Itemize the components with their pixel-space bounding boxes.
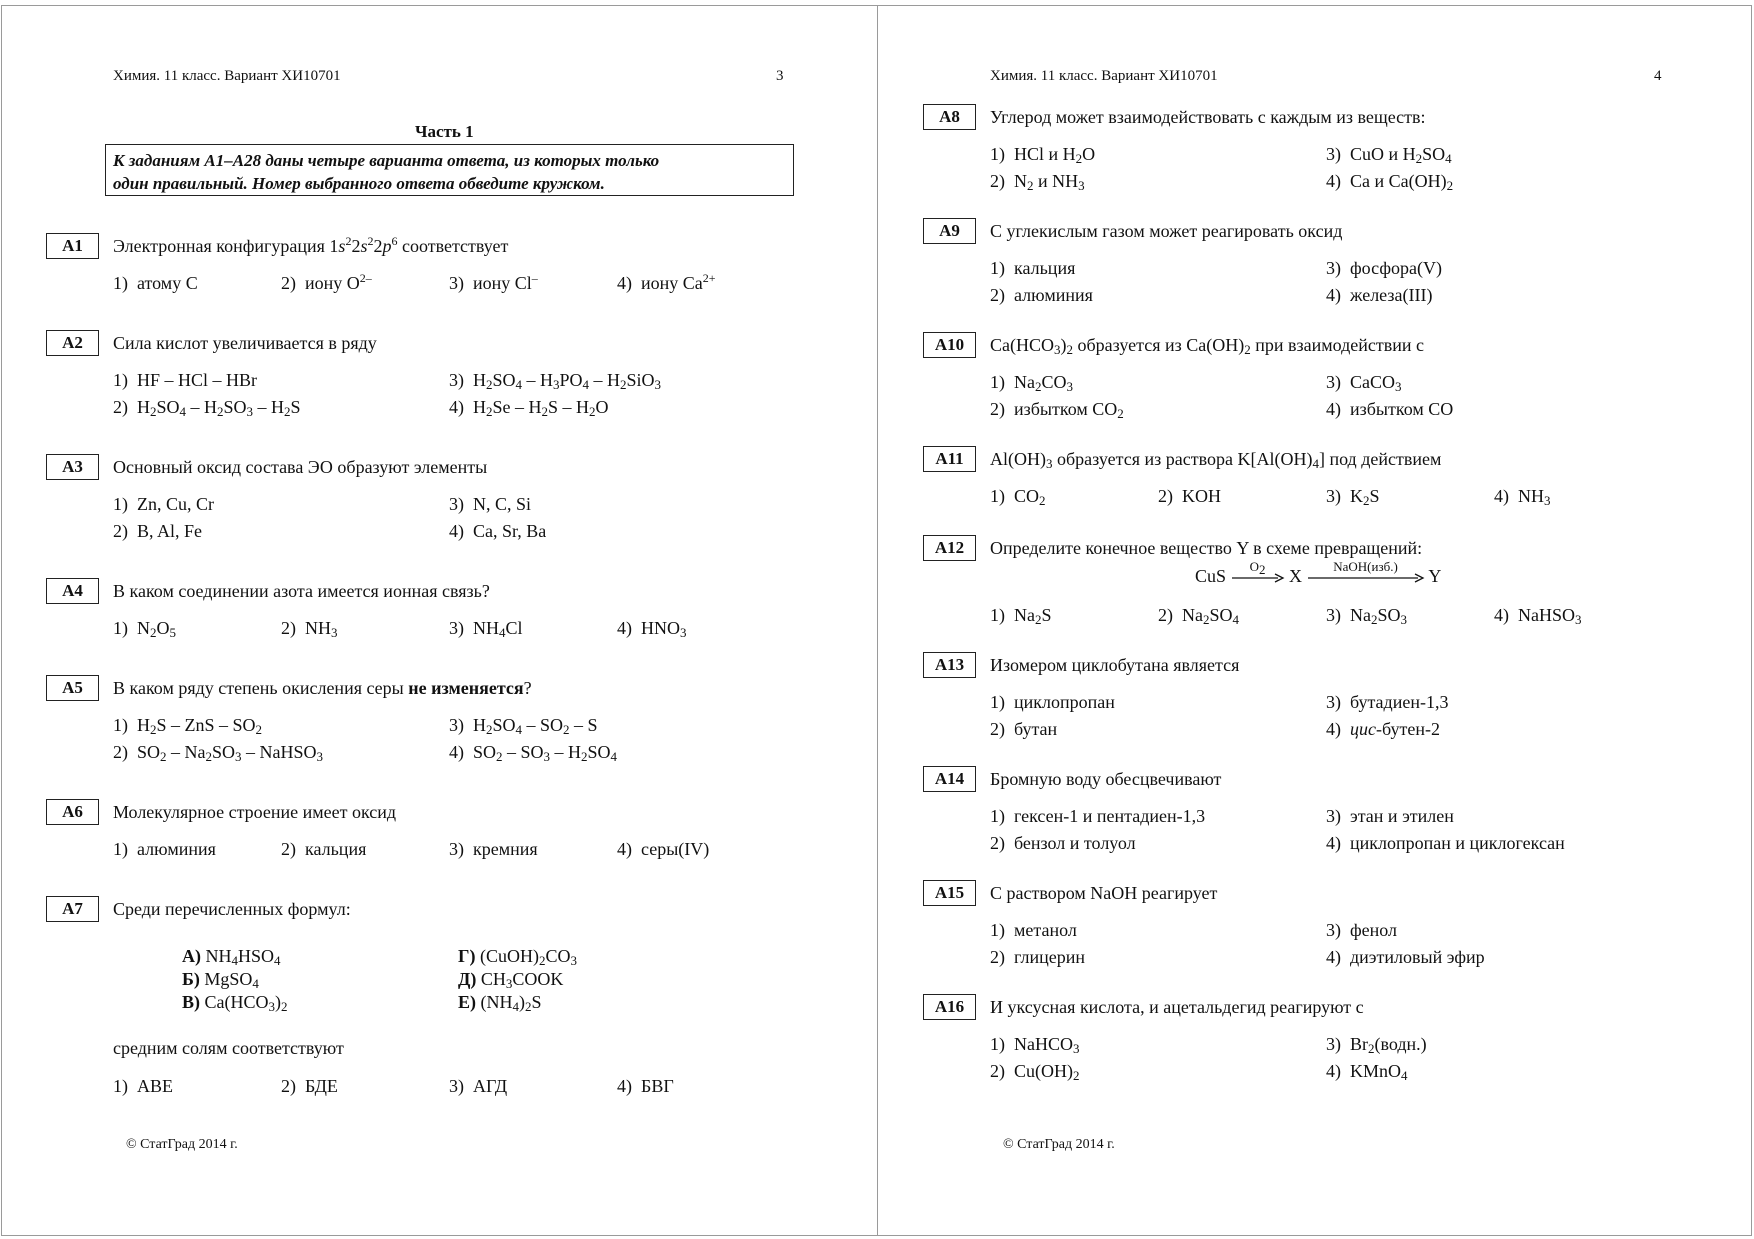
answer-option-1[interactable] xyxy=(990,692,1115,713)
option-number: 2) xyxy=(990,171,1005,191)
answer-option-3[interactable] xyxy=(1326,258,1442,279)
option-number: 1) xyxy=(990,372,1005,392)
question-number-box: А1 xyxy=(46,233,99,259)
option-number: 1) xyxy=(113,494,128,514)
option-number: 1) xyxy=(990,144,1005,164)
answer-option-1[interactable]: 1) $Na_2CO_3$ xyxy=(990,372,1074,394)
reaction-scheme xyxy=(1195,558,1442,587)
option-number: 4) xyxy=(1494,605,1509,625)
option-text: избытком CO xyxy=(1350,399,1454,419)
option-number: 4) xyxy=(617,618,632,638)
answer-option-1[interactable] xyxy=(113,839,216,860)
answer-option-4[interactable]: 4) NaHSO$_3$ xyxy=(1494,605,1582,627)
question-number-box: А3 xyxy=(46,454,99,480)
option-number: 3) xyxy=(1326,806,1341,826)
option-number: 2) xyxy=(990,285,1005,305)
option-text: избытком CO xyxy=(1014,399,1118,419)
answer-option-3[interactable]: 3) $Br_2(водн.)$ xyxy=(1326,1034,1427,1056)
question-text: В каком соединении азота имеется ионная связь? xyxy=(113,581,490,601)
answer-option-4[interactable]: 4) $NH_3$ xyxy=(1494,486,1551,508)
question-text: Основный оксид состава ЭО образуют элементы xyxy=(113,457,488,477)
option-text: железа(III) xyxy=(1350,285,1433,305)
arrow-reagent: O xyxy=(1249,558,1259,574)
question-number-box: А12 xyxy=(923,535,976,561)
question-number-box: А9 xyxy=(923,218,976,244)
question-text: Изомером циклобутана является xyxy=(990,655,1240,675)
answer-option-2[interactable] xyxy=(990,719,1057,740)
option-text: N, C, Si xyxy=(473,494,532,514)
option-text: АВЕ xyxy=(137,1076,173,1096)
option-number: 2) xyxy=(281,273,296,293)
option-number: 4) xyxy=(1326,833,1341,853)
page-number: 4 xyxy=(1654,68,1662,84)
option-number: 4) xyxy=(1326,947,1341,967)
option-text: БДЕ xyxy=(305,1076,338,1096)
answer-option-2[interactable] xyxy=(113,521,202,542)
option-number: 4) xyxy=(1494,486,1509,506)
answer-option-1[interactable]: 1) $N_2O_5$ xyxy=(113,618,176,640)
option-number: 3) xyxy=(1326,605,1341,625)
option-number: 4) xyxy=(1326,399,1341,419)
answer-option-1[interactable]: 1) HCl и $H_2O$ xyxy=(990,144,1096,166)
answer-option-2[interactable]: 2) $NH_3$ xyxy=(281,618,338,640)
option-text: глицерин xyxy=(1014,947,1085,967)
option-text: кремния xyxy=(473,839,538,859)
answer-option-4[interactable]: 4) $SO_2 - SO_3 - H_2SO_4$ xyxy=(449,742,618,764)
option-number: 3) xyxy=(449,715,464,735)
answer-option-3[interactable] xyxy=(449,494,531,515)
cfg-part: 6 xyxy=(391,234,398,248)
option-number: 2) xyxy=(113,397,128,417)
question-text: С раствором NaOH реагирует xyxy=(990,883,1218,903)
scheme-intermediate: X xyxy=(1289,566,1303,586)
question-number-box: А10 xyxy=(923,332,976,358)
option-text: Zn, Cu, Cr xyxy=(137,494,215,514)
question-number-box: А16 xyxy=(923,994,976,1020)
cfg-part: 2 xyxy=(345,234,352,248)
answer-option-1[interactable] xyxy=(990,806,1205,827)
option-number: 3) xyxy=(449,370,464,390)
option-number: 4) xyxy=(1326,171,1341,191)
question-number-box: А7 xyxy=(46,896,99,922)
option-text: циклопропан xyxy=(1014,692,1115,712)
option-number: 4) xyxy=(1326,1061,1341,1081)
reaction-arrow-1 xyxy=(1231,558,1285,583)
option-text: серы(IV) xyxy=(641,839,710,859)
option-number: 3) xyxy=(449,1076,464,1096)
answer-option-3[interactable] xyxy=(449,839,538,860)
option-text: бензол и толуол xyxy=(1014,833,1136,853)
option-number: 1) xyxy=(990,486,1005,506)
cfg-part: p xyxy=(382,236,392,256)
answer-option-2[interactable] xyxy=(990,833,1136,854)
option-number: 3) xyxy=(449,618,464,638)
option-number: 4) xyxy=(449,521,464,541)
question-number-box: А4 xyxy=(46,578,99,604)
option-number: 2) xyxy=(281,618,296,638)
option-number: 3) xyxy=(449,839,464,859)
answer-option-2[interactable]: 2) $N_2$ и $NH_3$ xyxy=(990,171,1085,193)
option-number: 2) xyxy=(990,719,1005,739)
option-number: 3) xyxy=(1326,920,1341,940)
reaction-arrow-2 xyxy=(1307,558,1425,583)
scheme-product: Y xyxy=(1428,566,1442,586)
option-number: 4) xyxy=(1326,285,1341,305)
page-4 xyxy=(877,0,1754,1239)
question-text-part: при взаимодействии с xyxy=(1250,335,1424,355)
option-number: 1) xyxy=(113,273,128,293)
option-number: 4) xyxy=(449,397,464,417)
page-header-title: Химия. 11 класс. Вариант ХИ10701 xyxy=(113,68,341,84)
page-header-title: Химия. 11 класс. Вариант ХИ10701 xyxy=(990,68,1218,84)
option-text: диэтиловый эфир xyxy=(1350,947,1485,967)
question-text-continued: средним солям соответствуют xyxy=(113,1038,344,1058)
option-number: 4) xyxy=(1326,719,1341,739)
answer-option-4[interactable]: 4) $HNO_3$ xyxy=(617,618,687,640)
formula-letter: Д) xyxy=(458,969,477,989)
option-text: этан и этилен xyxy=(1350,806,1454,826)
option-text: Ca, Sr, Ba xyxy=(473,521,547,541)
answer-option-3[interactable] xyxy=(1326,806,1454,827)
question-text: Определите конечное вещество Y в схеме превращений: xyxy=(990,538,1423,558)
option-number: 1) xyxy=(990,605,1005,625)
question-text: $Al(OH)_3$ образуется из раствора $K[Al(OH)_4]$ под действием xyxy=(990,449,1442,471)
answer-option-3[interactable] xyxy=(1326,920,1397,941)
question-text xyxy=(113,236,508,257)
option-number: 4) xyxy=(617,839,632,859)
answer-option-1[interactable] xyxy=(113,1076,173,1097)
option-number: 3) xyxy=(449,494,464,514)
option-number: 3) xyxy=(1326,144,1341,164)
answer-option-4[interactable] xyxy=(1326,833,1565,854)
option-number: 1) xyxy=(113,715,128,735)
arrow-label: O2 xyxy=(1249,558,1266,577)
question-text-part: соответствует xyxy=(397,236,509,256)
instruction-box xyxy=(105,144,794,196)
answer-option-4[interactable]: 4) KMnO$_4$ xyxy=(1326,1061,1408,1083)
option-number: 1) xyxy=(990,1034,1005,1054)
answer-option-3[interactable]: 3) CuO и $H_2SO_4$ xyxy=(1326,144,1452,166)
option-number: 2) xyxy=(990,1061,1005,1081)
option-number: 2) xyxy=(113,521,128,541)
answer-option-3[interactable]: 3) $H_2SO_4 - SO_2$ – S xyxy=(449,715,598,737)
option-text: бутан xyxy=(1014,719,1058,739)
question-text-part: образуется из раствора xyxy=(1052,449,1238,469)
cfg-part: 1 xyxy=(329,236,339,256)
question-text: Молекулярное строение имеет оксид xyxy=(113,802,397,822)
option-text: АГД xyxy=(473,1076,508,1096)
answer-option-2[interactable] xyxy=(990,947,1085,968)
cfg-part: s xyxy=(360,236,368,256)
option-number: 1) xyxy=(990,806,1005,826)
answer-option-4[interactable]: 4) Ca и $Ca(OH)_2$ xyxy=(1326,171,1454,193)
option-charge: 2+ xyxy=(702,271,716,285)
formula-v: В) $Ca(HCO_3)_2$ xyxy=(182,992,288,1014)
option-text: кальция xyxy=(1014,258,1076,278)
formula-letter: Г) xyxy=(458,946,476,966)
cfg-part: 2 xyxy=(373,236,383,256)
option-text: фосфора(V) xyxy=(1350,258,1442,278)
question-number-box: А15 xyxy=(923,880,976,906)
option-text: кальция xyxy=(305,839,367,859)
question-text-part: под действием xyxy=(1324,449,1442,469)
option-number: 1) xyxy=(990,692,1005,712)
option-text: HF – HCl – HBr xyxy=(137,370,258,390)
option-number: 4) xyxy=(617,273,632,293)
option-number: 3) xyxy=(449,273,464,293)
option-text: алюминия xyxy=(137,839,216,859)
answer-option-1[interactable]: 1) $H_2S$ – ZnS – $SO_2$ xyxy=(113,715,263,737)
option-number: 3) xyxy=(1326,258,1341,278)
option-charge: – xyxy=(531,271,538,285)
answer-option-4[interactable] xyxy=(449,521,546,542)
answer-option-1[interactable] xyxy=(990,920,1077,941)
option-number: 2) xyxy=(113,742,128,762)
scheme-start: CuS xyxy=(1195,566,1227,586)
question-number-box: А13 xyxy=(923,652,976,678)
question-text-part: Электронная конфигурация xyxy=(113,236,330,256)
option-number: 3) xyxy=(1326,486,1341,506)
option-number: 2) xyxy=(281,839,296,859)
formula-letter: В) xyxy=(182,992,200,1012)
question-number-box: А11 xyxy=(923,446,976,472)
answer-option-2[interactable] xyxy=(281,273,372,294)
answer-option-1[interactable] xyxy=(113,273,198,294)
option-text: -бутен-2 xyxy=(1376,719,1440,739)
page-number: 3 xyxy=(776,68,784,84)
answer-option-4[interactable] xyxy=(617,1076,674,1097)
option-number: 1) xyxy=(113,1076,128,1096)
question-text: И уксусная кислота, и ацетальдегид реагируют с xyxy=(990,997,1364,1017)
option-number: 3) xyxy=(1326,1034,1341,1054)
answer-option-2[interactable] xyxy=(281,839,366,860)
electron-config xyxy=(329,236,397,256)
answer-option-3[interactable]: 3) $Na_2SO_3$ xyxy=(1326,605,1408,627)
option-text: метанол xyxy=(1014,920,1077,940)
formula-b: Б) MgSO$_4$ xyxy=(182,969,259,991)
formula-letter: Е) xyxy=(458,992,476,1012)
formula-d: Д) $CH_3COOK$ xyxy=(458,969,564,991)
answer-option-3[interactable]: 3) CaCO$_3$ xyxy=(1326,372,1402,394)
instruction-line: один правильный. Номер выбранного ответа обведите кружком. xyxy=(113,174,605,193)
option-text: фенол xyxy=(1350,920,1398,940)
option-text: иону Ca xyxy=(641,273,703,293)
answer-option-2[interactable]: 2) избытком $CO_2$ xyxy=(990,399,1124,421)
option-text: БВГ xyxy=(641,1076,674,1096)
page-footer: © СтатГрад 2014 г. xyxy=(1003,1137,1115,1152)
question-text: $Ca(HCO_3)_2$ образуется из $Ca(OH)_2$ при взаимодействии с xyxy=(990,335,1424,357)
arrow-label: NaOH(изб.) xyxy=(1333,558,1398,574)
option-charge: 2– xyxy=(359,271,372,285)
option-text: B, Al, Fe xyxy=(137,521,203,541)
answer-option-3[interactable] xyxy=(449,273,538,294)
answer-option-4[interactable] xyxy=(1326,399,1453,420)
question-text: Бромную воду обесцвечивают xyxy=(990,769,1222,789)
formula-e: Е) $(NH_4)_2S$ xyxy=(458,992,542,1014)
answer-option-1[interactable] xyxy=(113,370,257,391)
answer-option-1[interactable]: 1) $CO_2$ xyxy=(990,486,1046,508)
answer-option-3[interactable] xyxy=(1326,692,1448,713)
question-number-box: А5 xyxy=(46,675,99,701)
answer-option-3[interactable]: 3) $NH_4Cl$ xyxy=(449,618,523,640)
option-number: 1) xyxy=(990,258,1005,278)
answer-option-3[interactable]: 3) $H_2SO_4 - H_3PO_4 - H_2SiO_3$ xyxy=(449,370,662,392)
option-number: 2) xyxy=(990,833,1005,853)
question-number-box: А2 xyxy=(46,330,99,356)
question-number-box: А6 xyxy=(46,799,99,825)
option-number: 1) xyxy=(113,618,128,638)
option-text: атому С xyxy=(137,273,198,293)
formula-letter: Б) xyxy=(182,969,200,989)
cfg-part: 2 xyxy=(367,234,374,248)
answer-option-4[interactable] xyxy=(617,273,716,294)
option-number: 3) xyxy=(1326,692,1341,712)
question-text-part: образуется из xyxy=(1073,335,1187,355)
answer-option-4[interactable] xyxy=(1326,719,1440,740)
question-number-box: А8 xyxy=(923,104,976,130)
answer-option-2[interactable]: 2) $Na_2SO_4$ xyxy=(1158,605,1240,627)
option-number: 3) xyxy=(1326,372,1341,392)
answer-option-2[interactable]: 2) $SO_2 - Na_2SO_3$ – NaHSO$_3$ xyxy=(113,742,324,764)
question-number-box: А14 xyxy=(923,766,976,792)
answer-option-1[interactable]: 1) $Na_2S$ xyxy=(990,605,1052,627)
answer-option-2[interactable]: 2) $Cu(OH)_2$ xyxy=(990,1061,1080,1083)
answer-option-4[interactable]: 4) $H_2Se - H_2S - H_2O$ xyxy=(449,397,609,419)
option-text: KOH xyxy=(1182,486,1221,506)
question-text xyxy=(113,678,532,699)
option-text: бутадиен-1,3 xyxy=(1350,692,1449,712)
answer-option-2[interactable] xyxy=(1158,486,1221,507)
answer-option-3[interactable]: 3) $K_2S$ xyxy=(1326,486,1380,508)
option-number: 2) xyxy=(990,947,1005,967)
answer-option-1[interactable] xyxy=(990,258,1075,279)
option-text: иону O xyxy=(305,273,360,293)
formula-a: А) $NH_4HSO_4$ xyxy=(182,946,281,968)
option-number: 2) xyxy=(281,1076,296,1096)
question-text-emphasis: не изменяется xyxy=(408,678,524,698)
answer-option-1[interactable] xyxy=(113,494,214,515)
option-text: гексен-1 и пентадиен-1,3 xyxy=(1014,806,1206,826)
question-text-part: ? xyxy=(523,678,532,698)
question-text: Среди перечисленных формул: xyxy=(113,899,351,919)
option-number: 1) xyxy=(113,370,128,390)
option-text: иону Cl xyxy=(473,273,532,293)
answer-option-1[interactable]: 1) NaHCO$_3$ xyxy=(990,1034,1080,1056)
cfg-part: s xyxy=(338,236,346,256)
question-text: Углерод может взаимодействовать с каждым из веществ: xyxy=(990,107,1426,127)
option-number: 4) xyxy=(617,1076,632,1096)
formula-letter: А) xyxy=(182,946,201,966)
answer-option-2[interactable] xyxy=(990,285,1093,306)
option-text: циклопропан и циклогексан xyxy=(1350,833,1565,853)
option-text: (водн.) xyxy=(1374,1034,1427,1054)
instruction-line: К заданиям А1–А28 даны четыре варианта ответа, из которых только xyxy=(113,151,660,170)
formula-g: Г) $(CuOH)_2CO_3$ xyxy=(458,946,577,968)
page-footer: © СтатГрад 2014 г. xyxy=(126,1137,238,1152)
answer-option-4[interactable] xyxy=(1326,285,1432,306)
answer-option-3[interactable] xyxy=(449,1076,507,1097)
option-number: 1) xyxy=(990,920,1005,940)
question-text-part: В каком ряду степень окисления серы xyxy=(113,678,409,698)
question-text: С углекислым газом может реагировать оксид xyxy=(990,221,1343,241)
option-text-italic: цис xyxy=(1350,719,1376,739)
answer-option-4[interactable] xyxy=(1326,947,1485,968)
option-number: 2) xyxy=(1158,605,1173,625)
option-text: алюминия xyxy=(1014,285,1093,305)
question-text: Сила кислот увеличивается в ряду xyxy=(113,333,377,353)
option-number: 2) xyxy=(1158,486,1173,506)
answer-option-2[interactable]: 2) $H_2SO_4 - H_2SO_3 - H_2S$ xyxy=(113,397,301,419)
option-number: 1) xyxy=(113,839,128,859)
option-number: 2) xyxy=(990,399,1005,419)
answer-option-4[interactable] xyxy=(617,839,709,860)
cfg-part: 2 xyxy=(351,236,361,256)
answer-option-2[interactable] xyxy=(281,1076,338,1097)
part-title: Часть 1 xyxy=(415,122,474,141)
option-number: 4) xyxy=(449,742,464,762)
